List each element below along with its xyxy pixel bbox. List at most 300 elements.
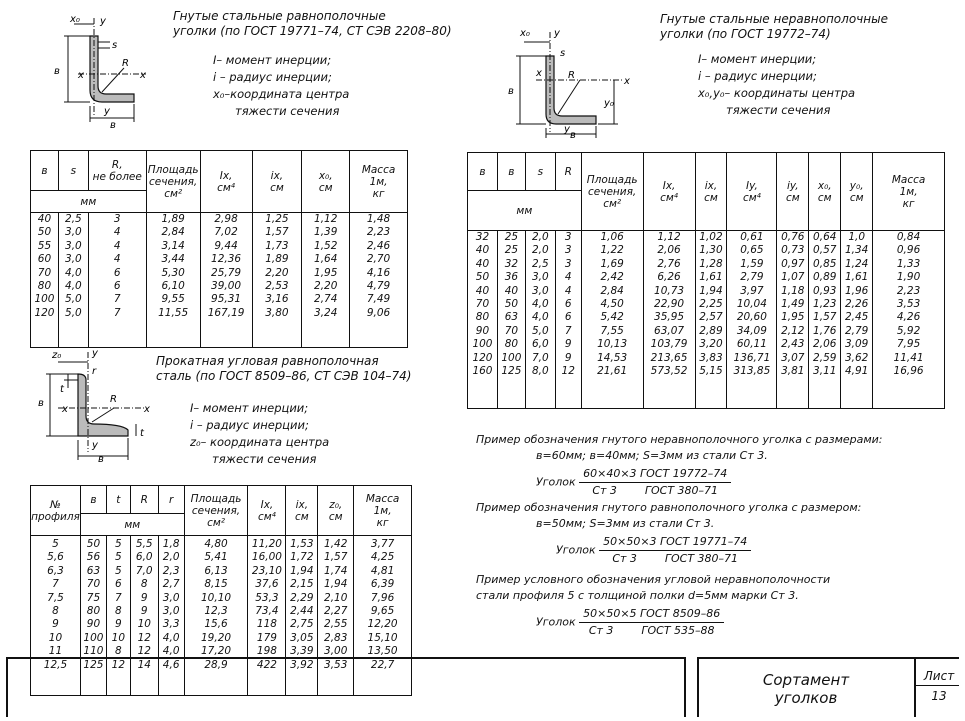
table-cell: 2,84 [161, 226, 185, 239]
table-cell: 3,05 [290, 631, 314, 644]
table-cell: 7,95 [896, 338, 921, 351]
table-cell: 100 [472, 338, 493, 351]
table-cell: 7 [52, 578, 59, 591]
table-cell: 6,13 [204, 564, 228, 577]
table-cell: 2,79 [844, 324, 869, 337]
table-cell: 40 [475, 284, 490, 297]
legend-item: x₀–координата центра [213, 87, 350, 101]
table-cell: 22,90 [654, 298, 685, 311]
example-text: Пример обозначения гнутого равнополочного уголка с размером: [476, 501, 862, 514]
table-cell: 1,94 [324, 578, 348, 591]
designation-fraction [579, 466, 731, 499]
legend-item: I– момент инерции; [698, 52, 817, 66]
table-cell: 2,79 [740, 271, 764, 284]
table-cell: 5,30 [161, 266, 185, 279]
table-cell: 9,44 [214, 239, 238, 252]
table-cell: 22,7 [370, 658, 395, 671]
table-cell: 1,28 [699, 257, 723, 270]
col-mass [873, 231, 945, 409]
table-cell: 3,07 [781, 351, 805, 364]
col-ix [695, 231, 727, 409]
table-cell: 80 [504, 338, 519, 351]
table-cell: 6 [564, 311, 572, 324]
table-cell: 1,34 [844, 244, 869, 257]
table-cell: 5,6 [47, 551, 64, 564]
table-cell: 1,89 [161, 213, 185, 225]
table-cell: 10,73 [654, 284, 685, 297]
table-cell: 1,0 [848, 231, 866, 243]
table-cell: 7,5 [47, 591, 64, 604]
table-cell: 4,0 [162, 645, 180, 658]
table-cell: 0,73 [781, 244, 805, 257]
section2-title [660, 12, 950, 42]
table-cell: 7,49 [366, 293, 391, 306]
frame-line [6, 657, 8, 717]
table-cell: 9 [140, 591, 148, 604]
legend-item: I– момент инерции; [190, 401, 309, 415]
table-cell: 1,73 [265, 239, 289, 252]
table-cell: 1,57 [265, 226, 289, 239]
table-cell: 1,02 [699, 231, 723, 243]
table-cell: 75 [86, 591, 101, 604]
table-cell: 4,25 [370, 551, 395, 564]
table-cell: 2,06 [657, 244, 681, 257]
col-y0 [841, 231, 873, 409]
hdr-mass: Масса 1м, кг [350, 151, 408, 213]
table-cell: 9,06 [366, 306, 391, 319]
table-cell: 2,10 [324, 591, 348, 604]
example-text: в=60мм; в=40мм; S=3мм из стали Ст 3. [536, 449, 768, 462]
table-cell: 1,90 [896, 271, 921, 284]
example-word: Уголок [556, 543, 596, 557]
axis-x-label: x [62, 404, 68, 415]
fraction-numerator: 60×40×3 ГОСТ 19772–74 [579, 466, 731, 483]
table-cell: 5 [52, 538, 59, 550]
fraction-numerator: 50×50×5 ГОСТ 8509–86 [579, 606, 724, 623]
table-cell: 3,14 [161, 239, 185, 252]
table-cell: 1,24 [844, 257, 869, 270]
table-cell: 6,0 [531, 338, 549, 351]
table-cell: 1,76 [813, 324, 837, 337]
table-cell: 2,98 [214, 213, 238, 225]
legend-item: тяжести сечения [212, 452, 317, 466]
hdr-ix: ix, см [252, 151, 302, 213]
table-cell: 12 [137, 645, 151, 658]
table-cell: 6,0 [135, 551, 153, 564]
table-cell: 110 [83, 645, 104, 658]
hdr-unit: мм [80, 514, 184, 536]
table-cell: 1,12 [657, 231, 681, 243]
table-cell: 50 [475, 271, 490, 284]
table-cell: 10 [111, 631, 126, 644]
table-cell: 70 [86, 578, 101, 591]
table-cell: 1,57 [813, 311, 837, 324]
dim-x0-label: x₀ [520, 28, 530, 39]
legend-item: i – радиус инерции; [213, 70, 332, 84]
table-cell: 2,23 [896, 284, 921, 297]
col-x0 [302, 213, 350, 348]
axis-y-label: y [100, 16, 106, 27]
table-cell: 3 [113, 213, 121, 225]
table-cell: 9 [564, 351, 572, 364]
axis-y-label: y [92, 348, 98, 359]
hdr-area: Площадь сечения, см² [146, 151, 200, 213]
frame-line [914, 657, 916, 717]
table-cell: 2,53 [265, 280, 289, 293]
table-cell: 4,0 [65, 280, 82, 293]
axis-x2-label: x [624, 76, 630, 87]
example-text: Пример условного обозначения угловой неравнополочности [476, 573, 831, 586]
table-cell: 1,30 [699, 244, 723, 257]
table-cell: 1,8 [162, 538, 180, 550]
col-area [146, 213, 200, 348]
table-cell: 7 [564, 324, 572, 337]
table-cell: 10 [137, 618, 151, 631]
table-cell: 0,57 [813, 244, 837, 257]
table-cell: 1,23 [813, 298, 837, 311]
legend-item: x₀,y₀– координаты центра [698, 86, 856, 100]
table-cell: 2,25 [699, 298, 723, 311]
table-cell: 4 [113, 239, 121, 252]
table-cell: 3,0 [162, 591, 180, 604]
frame-line [6, 657, 686, 659]
table-cell: 103,79 [650, 338, 688, 351]
table-cell: 6 [113, 266, 121, 279]
table-cell: 313,85 [733, 365, 771, 378]
col-b [31, 213, 59, 348]
table-cell: 9 [52, 618, 59, 631]
table-cell: 125 [501, 365, 522, 378]
table-cell: 90 [475, 324, 490, 337]
hdr-unit: мм [468, 191, 582, 231]
table-cell: 1,95 [314, 266, 338, 279]
hdr-no: № профиля [31, 486, 81, 536]
table-cell: 0,96 [896, 244, 921, 257]
table-cell: 60,11 [736, 338, 767, 351]
legend-item: тяжести сечения [235, 104, 340, 118]
table-cell: 53,3 [255, 591, 279, 604]
table-cell: 8 [115, 605, 122, 618]
table-cell: 80 [37, 280, 52, 293]
fraction-denominator: Ст 3 ГОСТ 535–88 [588, 624, 715, 637]
table-cell: 14 [137, 658, 151, 671]
dim-s-label: s [112, 40, 118, 51]
table-unequal-bent-angles [467, 152, 945, 409]
table-cell: 3,0 [162, 605, 180, 618]
table-cell: 1,39 [314, 226, 338, 239]
table-cell: 37,6 [255, 578, 279, 591]
table-cell: 8 [140, 578, 148, 591]
dim-B-label: в [570, 130, 576, 138]
axis-x2-label: x [140, 70, 146, 81]
axis-x2-label: x [144, 404, 150, 415]
hdr-s: s [525, 153, 555, 191]
table-cell: 2,0 [162, 551, 180, 564]
table-cell: 70 [475, 298, 490, 311]
table-cell: 0,89 [813, 271, 837, 284]
table-cell: 1,12 [314, 213, 338, 225]
table-cell: 3,44 [161, 253, 185, 266]
table-cell: 2,75 [290, 618, 314, 631]
axis-x-label: x [78, 70, 84, 81]
col-R [555, 231, 581, 409]
legend-item: z₀– координата центра [190, 435, 330, 449]
table-cell: 40 [37, 213, 52, 225]
table-cell: 9 [115, 618, 122, 631]
table-cell: 40 [475, 257, 490, 270]
hdr-Ix: Ix, см⁴ [200, 151, 252, 213]
frame-line [914, 685, 959, 686]
hdr-R: R [130, 486, 158, 514]
table-cell: 2,5 [531, 257, 549, 270]
table-cell: 2,27 [324, 605, 348, 618]
table-cell: 5,15 [699, 365, 723, 378]
table-cell: 32 [475, 231, 490, 243]
hdr-Ix: Ix, см⁴ [643, 153, 695, 231]
frame-line [697, 657, 699, 717]
table-cell: 9 [140, 605, 148, 618]
table-cell: 1,74 [324, 564, 348, 577]
table-cell: 2,3 [162, 564, 180, 577]
table-cell: 1,18 [781, 284, 805, 297]
col-Iy [727, 231, 777, 409]
dim-R-label: R [122, 58, 129, 69]
table-cell: 7 [113, 306, 121, 319]
col-s [525, 231, 555, 409]
col-Ix [643, 231, 695, 409]
table-cell: 4,0 [162, 631, 180, 644]
table-cell: 1,25 [265, 213, 289, 225]
table-cell: 7,0 [135, 564, 153, 577]
section2-title-line2: уголки (по ГОСТ 19772–74) [660, 27, 831, 41]
table-cell: 10 [48, 631, 63, 644]
table-cell: 4,0 [531, 311, 549, 324]
axis-y2-label: y [104, 106, 110, 117]
table-cell: 4,0 [531, 298, 549, 311]
table-cell: 55 [37, 239, 52, 252]
table-cell: 2,29 [290, 591, 314, 604]
table-cell: 2,74 [314, 293, 338, 306]
section2-legend [698, 51, 918, 119]
table-cell: 0,76 [781, 231, 805, 243]
table-cell: 0,85 [813, 257, 837, 270]
table-cell: 1,07 [781, 271, 805, 284]
table-cell: 5,42 [600, 311, 624, 324]
table-cell: 100 [83, 631, 104, 644]
table-cell: 3,00 [324, 645, 348, 658]
table-cell: 34,09 [736, 324, 767, 337]
dim-z0-label: z₀ [52, 350, 62, 361]
table-cell: 5,5 [135, 538, 153, 550]
table-cell: 12 [561, 365, 575, 378]
table-cell: 63 [504, 311, 519, 324]
col-ix [252, 213, 302, 348]
frame-line [697, 657, 959, 659]
hdr-z0: z₀, см [318, 486, 354, 536]
diagram-unequal-bent-angle [506, 20, 636, 138]
table-cell: 2,12 [781, 324, 805, 337]
hdr-Ix: Ix, см⁴ [248, 486, 286, 536]
sheet-number: 13 [931, 689, 947, 703]
hdr-ix: ix, см [286, 486, 318, 536]
table-cell: 1,57 [324, 551, 348, 564]
table-cell: 4,0 [65, 266, 82, 279]
drawing-frame [6, 657, 959, 717]
stamp-title [706, 671, 906, 707]
table-cell: 5,41 [204, 551, 228, 564]
table-cell: 3,39 [290, 645, 314, 658]
table-cell: 7,55 [600, 324, 624, 337]
table-cell: 6,3 [47, 564, 64, 577]
hdr-iy: iy, см [777, 153, 809, 231]
dim-r-label: r [92, 366, 97, 377]
table-cell: 3 [564, 231, 572, 243]
table-cell: 0,65 [740, 244, 764, 257]
table-cell: 1,33 [896, 257, 921, 270]
frame-line [684, 657, 686, 717]
table-cell: 16,00 [251, 551, 282, 564]
section1-title-line1: Гнутые стальные равнополочные [173, 9, 386, 23]
table-cell: 2,70 [366, 253, 391, 266]
table-cell: 4,80 [204, 538, 228, 550]
legend-item: тяжести сечения [726, 103, 831, 117]
table-cell: 3,24 [314, 306, 338, 319]
table-cell: 7,0 [531, 351, 549, 364]
table-cell: 125 [83, 658, 104, 671]
table-cell: 10,13 [597, 338, 628, 351]
table-cell: 50 [504, 298, 519, 311]
dim-s-label: s [560, 48, 566, 59]
table-cell: 20,60 [736, 311, 767, 324]
table-cell: 3,53 [896, 298, 921, 311]
fraction-numerator: 50×50×3 ГОСТ 19771–74 [599, 534, 751, 551]
dim-b-label: в [38, 398, 44, 409]
table-cell: 4 [564, 284, 572, 297]
table-cell: 2,5 [65, 213, 82, 225]
table-cell: 3,62 [844, 351, 869, 364]
dim-b2-label: в [98, 454, 104, 462]
table-cell: 2,26 [844, 298, 869, 311]
table-cell: 4,79 [366, 280, 391, 293]
table-cell: 4,16 [366, 266, 391, 279]
hdr-ix: ix, см [695, 153, 727, 231]
table-cell: 0,61 [740, 231, 764, 243]
table-cell: 3,16 [265, 293, 289, 306]
table-cell: 16,96 [893, 365, 924, 378]
table-cell: 19,20 [201, 631, 232, 644]
table-cell: 6 [113, 280, 121, 293]
example-2 [476, 500, 946, 567]
table-cell: 5 [115, 538, 122, 550]
table-cell: 73,4 [255, 605, 279, 618]
table-cell: 2,44 [290, 605, 314, 618]
table-cell: 573,52 [650, 365, 688, 378]
axis-y-label: y [554, 28, 560, 39]
dim-b-label: в [508, 86, 514, 97]
dim-R-label: R [110, 394, 117, 405]
table-cell: 3,0 [65, 253, 82, 266]
dim-t2-label: t [140, 428, 144, 439]
table-cell: 1,72 [290, 551, 314, 564]
table-cell: 3,97 [740, 284, 764, 297]
table-cell: 1,89 [265, 253, 289, 266]
hdr-B: в [468, 153, 498, 191]
table-cell: 11,20 [251, 538, 282, 550]
table-cell: 12,36 [211, 253, 242, 266]
table-cell: 9 [564, 338, 572, 351]
table-cell: 2,46 [366, 239, 391, 252]
table-cell: 8 [52, 605, 59, 618]
table-cell: 12 [111, 658, 126, 671]
table-equal-bent-angles [30, 150, 408, 348]
table-cell: 5,0 [65, 306, 82, 319]
table-cell: 4 [564, 271, 572, 284]
table-cell: 100 [501, 351, 522, 364]
table-cell: 3,53 [324, 658, 348, 671]
table-cell: 167,19 [207, 306, 245, 319]
table-cell: 3 [564, 257, 572, 270]
table-cell: 80 [475, 311, 490, 324]
table-cell: 70 [37, 266, 52, 279]
table-cell: 1,94 [290, 564, 314, 577]
col-x0 [809, 231, 841, 409]
table-cell: 28,9 [204, 658, 228, 671]
fraction-denominator: Ст 3 ГОСТ 380–71 [592, 484, 719, 497]
table-cell: 39,00 [211, 280, 242, 293]
example-text: Пример обозначения гнутого неравнополочного уголка с размерами: [476, 433, 883, 446]
table-cell: 2,15 [290, 578, 314, 591]
hdr-area: Площадь сечения, см² [581, 153, 643, 231]
table-cell: 1,94 [699, 284, 723, 297]
table-cell: 3,0 [531, 271, 549, 284]
table-cell: 2,7 [162, 578, 180, 591]
table-cell: 3,20 [699, 338, 723, 351]
table-cell: 2,83 [324, 631, 348, 644]
table-cell: 4 [113, 253, 121, 266]
table-cell: 2,89 [699, 324, 723, 337]
table-cell: 4,50 [600, 298, 624, 311]
dim-t-label: t [60, 384, 64, 395]
table-cell: 14,53 [597, 351, 628, 364]
hdr-r: r [158, 486, 184, 514]
table-body [31, 213, 408, 348]
table-cell: 12,20 [367, 618, 398, 631]
table-cell: 136,71 [733, 351, 771, 364]
table-cell: 4,6 [162, 658, 180, 671]
table-cell: 1,69 [600, 257, 624, 270]
table-cell: 1,49 [781, 298, 805, 311]
table-cell: 1,95 [781, 311, 805, 324]
table-cell: 0,97 [781, 257, 805, 270]
example-text: стали профиля 5 с толщиной полки d=5мм марки Ст 3. [476, 589, 799, 602]
axis-y2-label: y [92, 440, 98, 451]
col-area [581, 231, 643, 409]
table-cell: 80 [86, 605, 101, 618]
section3-title [156, 354, 456, 384]
table-cell: 3,77 [370, 538, 395, 550]
table-cell: 11,41 [893, 351, 924, 364]
table-cell: 2,45 [844, 311, 869, 324]
table-cell: 179 [256, 631, 277, 644]
table-cell: 100 [34, 293, 55, 306]
hdr-x0: x₀, см [302, 151, 350, 213]
legend-item: I– момент инерции; [213, 53, 332, 67]
table-cell: 4 [113, 226, 121, 239]
table-body [468, 231, 945, 409]
section1-legend [213, 52, 433, 120]
table-cell: 1,59 [740, 257, 764, 270]
table-cell: 2,20 [314, 280, 338, 293]
